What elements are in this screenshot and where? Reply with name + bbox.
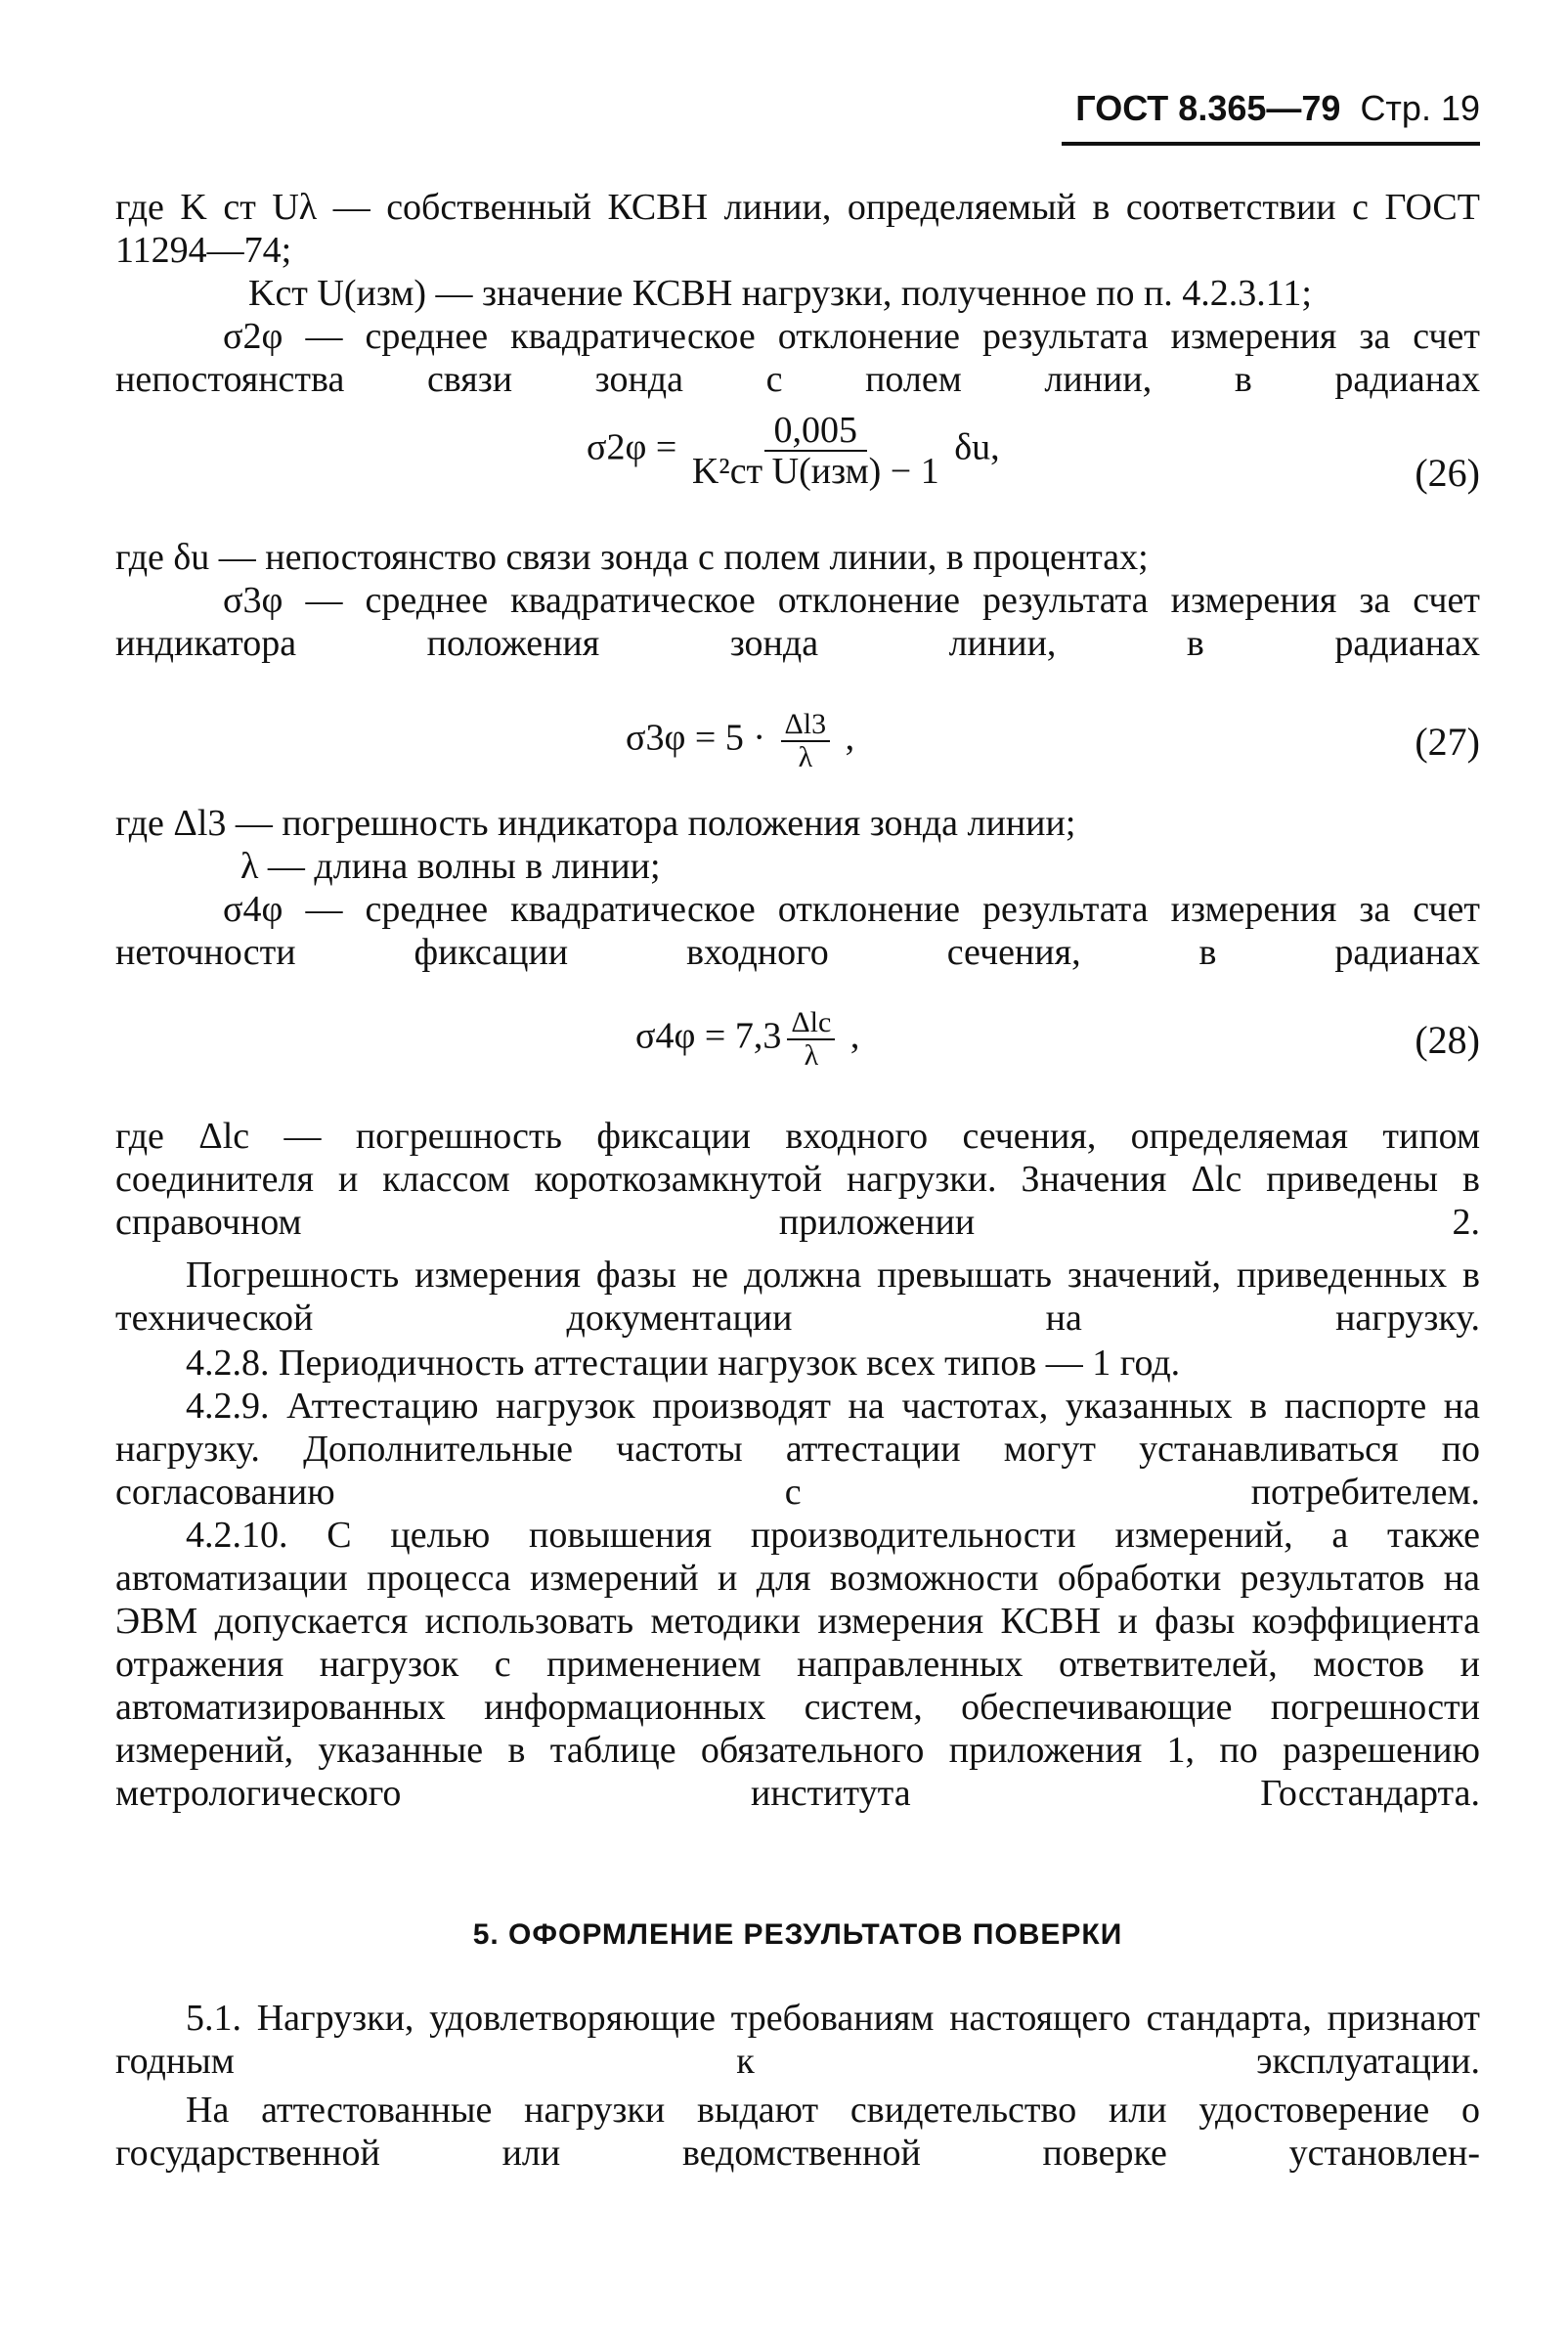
formula-28-tail: , [849,1015,860,1057]
section-title: 5. ОФОРМЛЕНИЕ РЕЗУЛЬТАТОВ ПОВЕРКИ [472,1918,1123,1951]
paragraph-4-2-10: 4.2.10. С целью повышения производительности измерений, а также автоматизации процесса измерений и для возможности обработки результатов на ЭВМ допускается использовать методики измерения КСВН и фазы коэффициента отражения нагрузок с применением направленных ответвителей, мостов и автоматизированных информационных систем, обеспечивающие погрешности измерений, указанные в таблице обязательного приложения 1, по разрешению метрологического института Госстандарта. [115,1515,1480,1814]
paragraph-phase-error: Погрешность измерения фазы не должна превышать значений, приведенных в технической документации на нагрузку. [115,1255,1480,1339]
paragraph-4-2-9: 4.2.9. Аттестацию нагрузок производят на частотах, указанных в паспорте на нагрузку. Дополнительные частоты аттестации могут устанавливаться по согласованию с потребителем. [115,1386,1480,1513]
formula-27-tail: , [845,717,855,759]
paragraph-5-1: 5.1. Нагрузки, удовлетворяющие требованиям настоящего стандарта, признают годным к эксплуатации. [115,1998,1480,2082]
paragraph-delta-u: где δu — непостоянство связи зонда с полем линии, в процентах; [115,537,1149,578]
formula-27 [626,709,854,773]
standard-number: ГОСТ 8.365—79 [1075,88,1341,128]
formula-26-numerator: 0,005 [764,411,868,452]
paragraph-4-2-8: 4.2.8. Периодичность аттестации нагрузок всех типов — 1 год. [186,1343,1181,1384]
formula-27-numerator: Δl3 [781,709,831,742]
paragraph-sigma2: σ2φ — среднее квадратическое отклонение результата измерения за счет непостоянства связи зонда с полем линии, в радианах [115,316,1480,400]
page-header [1062,88,1480,129]
formula-27-fraction [781,709,831,773]
formula-26-fraction [692,411,939,491]
formula-26-tail: δu, [954,426,1000,468]
equation-number-27: (27) [1415,720,1480,764]
page-number: Стр. 19 [1360,88,1480,128]
paragraph-lambda: λ — длина волны в линии; [240,846,661,887]
paragraph-sigma3: σ3φ — среднее квадратическое отклонение результата измерения за счет индикатора положения зонда линии, в радианах [115,580,1480,664]
formula-28-lhs: σ4φ = 7,3 [635,1015,782,1057]
paragraph-delta-lc: где Δlс — погрешность фиксации входного сечения, определяемая типом соединителя и классом короткозамкнутой нагрузки. Значения Δlс приведены в справочном приложении 2. [115,1116,1480,1243]
paragraph-sigma4: σ4φ — среднее квадратическое отклонение результата измерения за счет неточности фиксации входного сечения, в радианах [115,889,1480,973]
equation-number-26: (26) [1415,451,1480,495]
paragraph-ksvn-load: Kст U(изм) — значение КСВН нагрузки, полученное по п. 4.2.3.11; [248,273,1312,314]
formula-26 [587,411,1000,491]
formula-27-lhs: σ3φ = 5 · [626,717,766,759]
paragraph-delta-l3: где Δl3 — погрешность индикатора положения зонда линии; [115,803,1076,844]
formula-26-denominator: K²ст U(изм) − 1 [691,451,939,492]
formula-28-fraction [787,1007,835,1072]
paragraph-certificate: На аттестованные нагрузки выдают свидетельство или удостоверение о государственной или ведомственной поверке установлен- [115,2090,1480,2174]
header-rule [1062,142,1480,146]
formula-27-denominator: λ [798,741,813,773]
formula-26-lhs: σ2φ = [587,426,677,468]
formula-28 [635,1007,859,1072]
paragraph-ksvn-line: где K ст Uλ — собственный КСВН линии, определяемый в соответствии с ГОСТ 11294—74; [115,187,1480,271]
formula-28-denominator: λ [804,1039,819,1072]
formula-28-numerator: Δlс [787,1007,835,1040]
equation-number-28: (28) [1415,1018,1480,1062]
